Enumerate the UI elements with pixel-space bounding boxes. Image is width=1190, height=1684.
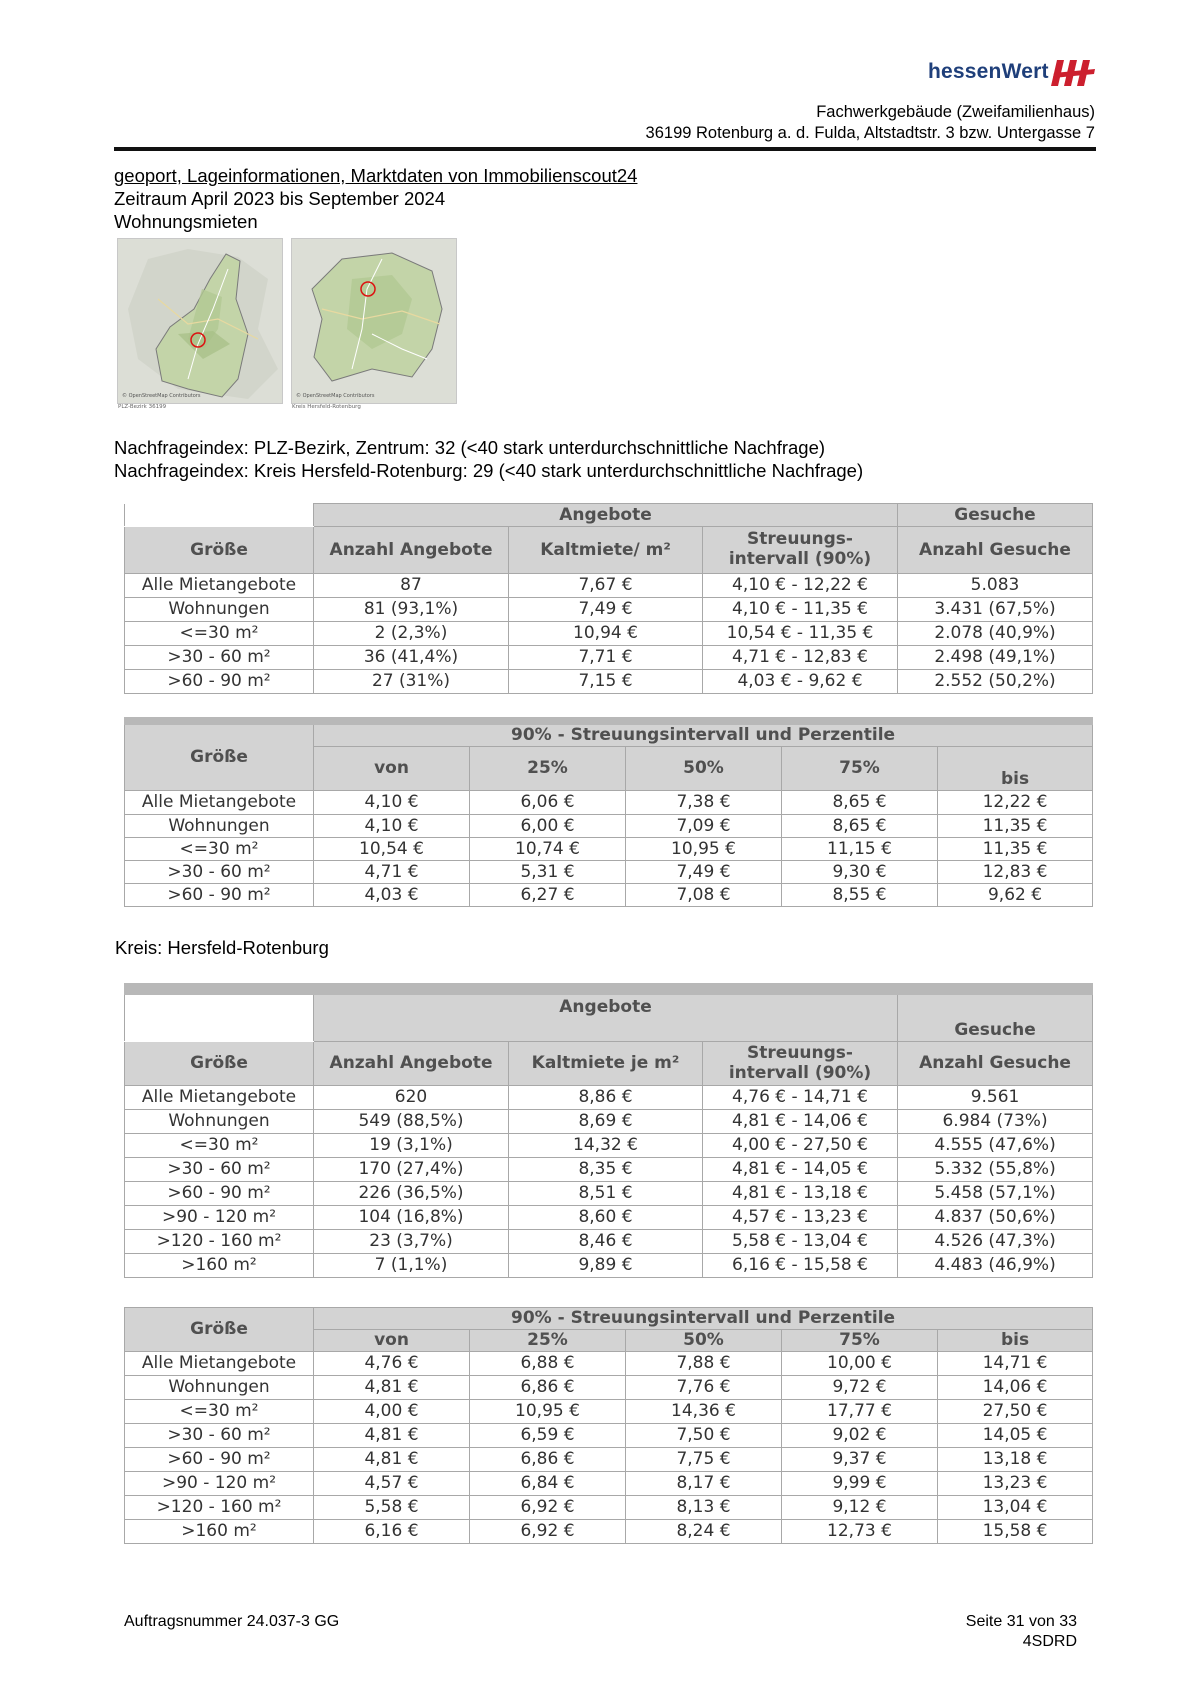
col-header-request-count: Anzahl Gesuche: [898, 1042, 1093, 1086]
table-row: [125, 884, 1093, 907]
table-cell: >90 - 120 m²: [125, 1472, 314, 1496]
map-credit-2: © OpenStreetMap Contributors: [296, 393, 375, 399]
table-cell: 7,15 €: [509, 670, 703, 694]
table-cell: 4,71 € - 12,83 €: [703, 646, 898, 670]
table-cell: 6,06 €: [470, 791, 626, 815]
table-cell: 10,95 €: [470, 1400, 626, 1424]
table-cell: 5.083: [898, 574, 1093, 598]
map-credit-1: © OpenStreetMap Contributors: [122, 393, 201, 399]
table-cell: 4.483 (46,9%): [898, 1254, 1093, 1278]
table-cell: >60 - 90 m²: [125, 1448, 314, 1472]
table-cell: 4,81 €: [314, 1376, 470, 1400]
table-cell: 17,77 €: [782, 1400, 938, 1424]
table-cell: 2 (2,3%): [314, 622, 509, 646]
table-cell: 7,50 €: [626, 1424, 782, 1448]
table-cell: 8,65 €: [782, 815, 938, 838]
col-header-from: von: [314, 747, 470, 791]
table-row: [125, 1182, 1093, 1206]
table-cell: 8,55 €: [782, 884, 938, 907]
table-row: [125, 574, 1093, 598]
table-cell: 4,76 € - 14,71 €: [703, 1086, 898, 1110]
table-row: [125, 1472, 1093, 1496]
table-cell: 27 (31%): [314, 670, 509, 694]
table-cell: 8,51 €: [509, 1182, 703, 1206]
table-cell: 5,58 € - 13,04 €: [703, 1230, 898, 1254]
table-cell: 4,71 €: [314, 861, 470, 884]
table-cell: 6,86 €: [470, 1448, 626, 1472]
table-cell: 6.984 (73%): [898, 1110, 1093, 1134]
hessenwert-logo: [928, 56, 1097, 90]
table-cell: Alle Mietangebote: [125, 1352, 314, 1376]
table-row: [125, 1448, 1093, 1472]
table-cell: 5.458 (57,1%): [898, 1182, 1093, 1206]
table-cell: 4,00 €: [314, 1400, 470, 1424]
table-cell: >60 - 90 m²: [125, 884, 314, 907]
table-cell: 6,88 €: [470, 1352, 626, 1376]
table-row: [125, 1496, 1093, 1520]
table-cell: 10,54 €: [314, 838, 470, 861]
col-header-p75: 75%: [782, 1330, 938, 1352]
map-kreis: [291, 238, 457, 404]
table-cell: 14,71 €: [938, 1352, 1093, 1376]
logo-text: hessenWert: [928, 60, 1049, 83]
table-cell: >90 - 120 m²: [125, 1206, 314, 1230]
col-header-interval-l1: Streuungs-: [747, 529, 853, 550]
table-cell: >30 - 60 m²: [125, 861, 314, 884]
table-cell: 7,67 €: [509, 574, 703, 598]
table-cell: 6,92 €: [470, 1496, 626, 1520]
table-cell: 11,35 €: [938, 815, 1093, 838]
table-cell: 9,89 €: [509, 1254, 703, 1278]
table-cell: 87: [314, 574, 509, 598]
table-cell: 8,65 €: [782, 791, 938, 815]
table-row: [125, 670, 1093, 694]
table-cell: 4.837 (50,6%): [898, 1206, 1093, 1230]
table-cell: 8,13 €: [626, 1496, 782, 1520]
col-header-offer-count: Anzahl Angebote: [314, 527, 509, 574]
col-header-interval: [703, 527, 898, 574]
table-cell: 6,92 €: [470, 1520, 626, 1544]
col-header-interval-l2: intervall (90%): [728, 1062, 872, 1083]
table-cell: 27,50 €: [938, 1400, 1093, 1424]
table-cell: 6,84 €: [470, 1472, 626, 1496]
map-caption-plz: PLZ-Bezirk 36199: [118, 404, 167, 410]
table-cell: 10,00 €: [782, 1352, 938, 1376]
table-cell: Wohnungen: [125, 1376, 314, 1400]
map-plz-bezirk: [117, 238, 283, 404]
table-cell: <=30 m²: [125, 622, 314, 646]
map-caption-kreis: Kreis Hersfeld-Rotenburg: [292, 404, 361, 410]
logo-mark-icon: [1051, 56, 1097, 90]
table-cell: 7 (1,1%): [314, 1254, 509, 1278]
table-cell: >160 m²: [125, 1520, 314, 1544]
table-cell: 7,88 €: [626, 1352, 782, 1376]
group-header-offers: Angebote: [314, 504, 898, 527]
district-label: Kreis: Hersfeld-Rotenburg: [115, 937, 329, 958]
table-row: [125, 1086, 1093, 1110]
table-cell: 7,38 €: [626, 791, 782, 815]
table-cell: 9,12 €: [782, 1496, 938, 1520]
period-line: Zeitraum April 2023 bis September 2024: [114, 188, 446, 209]
table-cell: 7,71 €: [509, 646, 703, 670]
table-cell: 10,74 €: [470, 838, 626, 861]
table-row: [125, 1376, 1093, 1400]
offers-table-plz: [124, 503, 1093, 694]
table-row: [125, 791, 1093, 815]
table-cell: 4,57 €: [314, 1472, 470, 1496]
table-cell: Alle Mietangebote: [125, 1086, 314, 1110]
group-header-offers: Angebote: [314, 995, 898, 1042]
table-cell: 13,18 €: [938, 1448, 1093, 1472]
table-cell: 2.552 (50,2%): [898, 670, 1093, 694]
offers-table-kreis: [124, 983, 1093, 1278]
table-cell: 4,10 € - 11,35 €: [703, 598, 898, 622]
table-cell: 4,03 € - 9,62 €: [703, 670, 898, 694]
table-cell: 9,30 €: [782, 861, 938, 884]
table-cell: 8,60 €: [509, 1206, 703, 1230]
table-cell: 7,49 €: [626, 861, 782, 884]
col-header-size: Größe: [125, 725, 314, 791]
table-cell: 8,46 €: [509, 1230, 703, 1254]
table-cell: 23 (3,7%): [314, 1230, 509, 1254]
col-header-p25: 25%: [470, 747, 626, 791]
table-cell: 81 (93,1%): [314, 598, 509, 622]
table-cell: 9,37 €: [782, 1448, 938, 1472]
table-cell: 6,16 €: [314, 1520, 470, 1544]
table-cell: 226 (36,5%): [314, 1182, 509, 1206]
table-cell: 7,75 €: [626, 1448, 782, 1472]
table-cell: 9,72 €: [782, 1376, 938, 1400]
table-cell: Alle Mietangebote: [125, 574, 314, 598]
table-cell: 4,81 €: [314, 1424, 470, 1448]
demand-index-kreis: Nachfrageindex: Kreis Hersfeld-Rotenburg: 29 (<40 stark unterdurchschnittliche Nachfrage): [114, 460, 864, 481]
col-header-rent-per-sqm: Kaltmiete/ m²: [509, 527, 703, 574]
table-row: [125, 622, 1093, 646]
table-cell: 6,16 € - 15,58 €: [703, 1254, 898, 1278]
document-code: 4SDRD: [1022, 1633, 1077, 1650]
order-number: Auftragsnummer 24.037-3 GG: [124, 1613, 340, 1630]
col-header-offer-count: Anzahl Angebote: [314, 1042, 509, 1086]
table-cell: 170 (27,4%): [314, 1158, 509, 1182]
table-cell: 15,58 €: [938, 1520, 1093, 1544]
table-cell: 4,81 €: [314, 1448, 470, 1472]
group-header-requests: Gesuche: [898, 504, 1093, 527]
group-header-percentiles: 90% - Streuungsintervall und Perzentile: [314, 725, 1093, 747]
col-header-p75: 75%: [782, 747, 938, 791]
table-cell: 5,31 €: [470, 861, 626, 884]
table-row: [125, 1158, 1093, 1182]
table-row: [125, 861, 1093, 884]
table-cell: 4,81 € - 13,18 €: [703, 1182, 898, 1206]
table-cell: 8,69 €: [509, 1110, 703, 1134]
table-cell: 14,36 €: [626, 1400, 782, 1424]
percentile-table-kreis: [124, 1307, 1093, 1544]
table-row: [125, 1254, 1093, 1278]
table-row: [125, 1424, 1093, 1448]
table-row: [125, 598, 1093, 622]
demand-index-plz: Nachfrageindex: PLZ-Bezirk, Zentrum: 32 (<40 stark unterdurchschnittliche Nachfrage): [114, 437, 826, 458]
table-cell: 8,24 €: [626, 1520, 782, 1544]
table-cell: 14,05 €: [938, 1424, 1093, 1448]
table-cell: >30 - 60 m²: [125, 1424, 314, 1448]
col-header-interval-l2: intervall (90%): [728, 549, 872, 569]
col-header-size: Größe: [125, 527, 314, 574]
table-row: [125, 1520, 1093, 1544]
table-cell: >30 - 60 m²: [125, 646, 314, 670]
table-cell: 9,99 €: [782, 1472, 938, 1496]
group-header-percentiles: 90% - Streuungsintervall und Perzentile: [314, 1308, 1093, 1330]
table-cell: 7,76 €: [626, 1376, 782, 1400]
table-row: [125, 1352, 1093, 1376]
table-cell: 4,10 €: [314, 791, 470, 815]
table-cell: 6,00 €: [470, 815, 626, 838]
table-cell: 12,83 €: [938, 861, 1093, 884]
header-object-line: Fachwerkgebäude (Zweifamilienhaus): [816, 103, 1095, 121]
table-cell: 4,10 €: [314, 815, 470, 838]
col-header-size: Größe: [125, 1042, 314, 1086]
table-cell: >30 - 60 m²: [125, 1158, 314, 1182]
table-cell: 12,22 €: [938, 791, 1093, 815]
col-header-from: von: [314, 1330, 470, 1352]
col-header-p50: 50%: [626, 1330, 782, 1352]
col-header-to: bis: [938, 1330, 1093, 1352]
table-cell: 10,54 € - 11,35 €: [703, 622, 898, 646]
table-cell: 5.332 (55,8%): [898, 1158, 1093, 1182]
col-header-interval: [703, 1042, 898, 1086]
table-cell: Wohnungen: [125, 815, 314, 838]
table-cell: 9.561: [898, 1086, 1093, 1110]
table-cell: 13,04 €: [938, 1496, 1093, 1520]
table-cell: 4,10 € - 12,22 €: [703, 574, 898, 598]
table-cell: 8,86 €: [509, 1086, 703, 1110]
source-title: geoport, Lageinformationen, Marktdaten von Immobilienscout24: [114, 165, 638, 186]
table-cell: 620: [314, 1086, 509, 1110]
table-cell: >120 - 160 m²: [125, 1496, 314, 1520]
table-cell: 4,81 € - 14,06 €: [703, 1110, 898, 1134]
table-cell: 4,57 € - 13,23 €: [703, 1206, 898, 1230]
group-header-requests: Gesuche: [898, 995, 1093, 1042]
table-cell: 9,62 €: [938, 884, 1093, 907]
table-cell: 6,59 €: [470, 1424, 626, 1448]
table-row: [125, 646, 1093, 670]
col-header-to: bis: [938, 747, 1093, 791]
header-address-line: 36199 Rotenburg a. d. Fulda, Altstadtstr. 3 bzw. Untergasse 7: [645, 124, 1095, 142]
table-cell: 4,81 € - 14,05 €: [703, 1158, 898, 1182]
table-row: [125, 1134, 1093, 1158]
table-row: [125, 1206, 1093, 1230]
table-row: [125, 815, 1093, 838]
table-row: [125, 1400, 1093, 1424]
table-cell: 4,76 €: [314, 1352, 470, 1376]
table-cell: <=30 m²: [125, 838, 314, 861]
table-row: [125, 1230, 1093, 1254]
col-header-rent-per-sqm: Kaltmiete je m²: [509, 1042, 703, 1086]
table-cell: >60 - 90 m²: [125, 670, 314, 694]
table-cell: 4,03 €: [314, 884, 470, 907]
page-number: Seite 31 von 33: [965, 1613, 1077, 1630]
table-cell: 8,17 €: [626, 1472, 782, 1496]
col-header-interval-l1: Streuungs-: [747, 1042, 853, 1063]
table-cell: Wohnungen: [125, 1110, 314, 1134]
col-header-p50: 50%: [626, 747, 782, 791]
table-cell: 6,86 €: [470, 1376, 626, 1400]
header-rule: [114, 147, 1096, 151]
table-cell: 7,08 €: [626, 884, 782, 907]
table-row: [125, 838, 1093, 861]
table-cell: 6,27 €: [470, 884, 626, 907]
table-cell: 9,02 €: [782, 1424, 938, 1448]
table-cell: 14,06 €: [938, 1376, 1093, 1400]
table-cell: 10,94 €: [509, 622, 703, 646]
table-cell: 13,23 €: [938, 1472, 1093, 1496]
table-row: [125, 1110, 1093, 1134]
table-cell: >160 m²: [125, 1254, 314, 1278]
table-cell: 7,49 €: [509, 598, 703, 622]
table-cell: Alle Mietangebote: [125, 791, 314, 815]
table-cell: 2.498 (49,1%): [898, 646, 1093, 670]
col-header-request-count: Anzahl Gesuche: [898, 527, 1093, 574]
table-cell: 11,35 €: [938, 838, 1093, 861]
table-cell: 12,73 €: [782, 1520, 938, 1544]
table-cell: 549 (88,5%): [314, 1110, 509, 1134]
table-cell: 8,35 €: [509, 1158, 703, 1182]
topic-line: Wohnungsmieten: [114, 211, 258, 232]
table-cell: Wohnungen: [125, 598, 314, 622]
table-cell: <=30 m²: [125, 1400, 314, 1424]
table-cell: 5,58 €: [314, 1496, 470, 1520]
table-cell: 104 (16,8%): [314, 1206, 509, 1230]
table-cell: 3.431 (67,5%): [898, 598, 1093, 622]
table-cell: 36 (41,4%): [314, 646, 509, 670]
table-cell: 4,00 € - 27,50 €: [703, 1134, 898, 1158]
percentile-table-plz: [124, 717, 1093, 907]
table-cell: 14,32 €: [509, 1134, 703, 1158]
col-header-size: Größe: [125, 1308, 314, 1352]
table-cell: >120 - 160 m²: [125, 1230, 314, 1254]
table-cell: 11,15 €: [782, 838, 938, 861]
table-cell: <=30 m²: [125, 1134, 314, 1158]
col-header-p25: 25%: [470, 1330, 626, 1352]
table-cell: 10,95 €: [626, 838, 782, 861]
table-cell: 2.078 (40,9%): [898, 622, 1093, 646]
table-cell: 19 (3,1%): [314, 1134, 509, 1158]
table-cell: 4.555 (47,6%): [898, 1134, 1093, 1158]
table-cell: 7,09 €: [626, 815, 782, 838]
table-cell: 4.526 (47,3%): [898, 1230, 1093, 1254]
table-cell: >60 - 90 m²: [125, 1182, 314, 1206]
